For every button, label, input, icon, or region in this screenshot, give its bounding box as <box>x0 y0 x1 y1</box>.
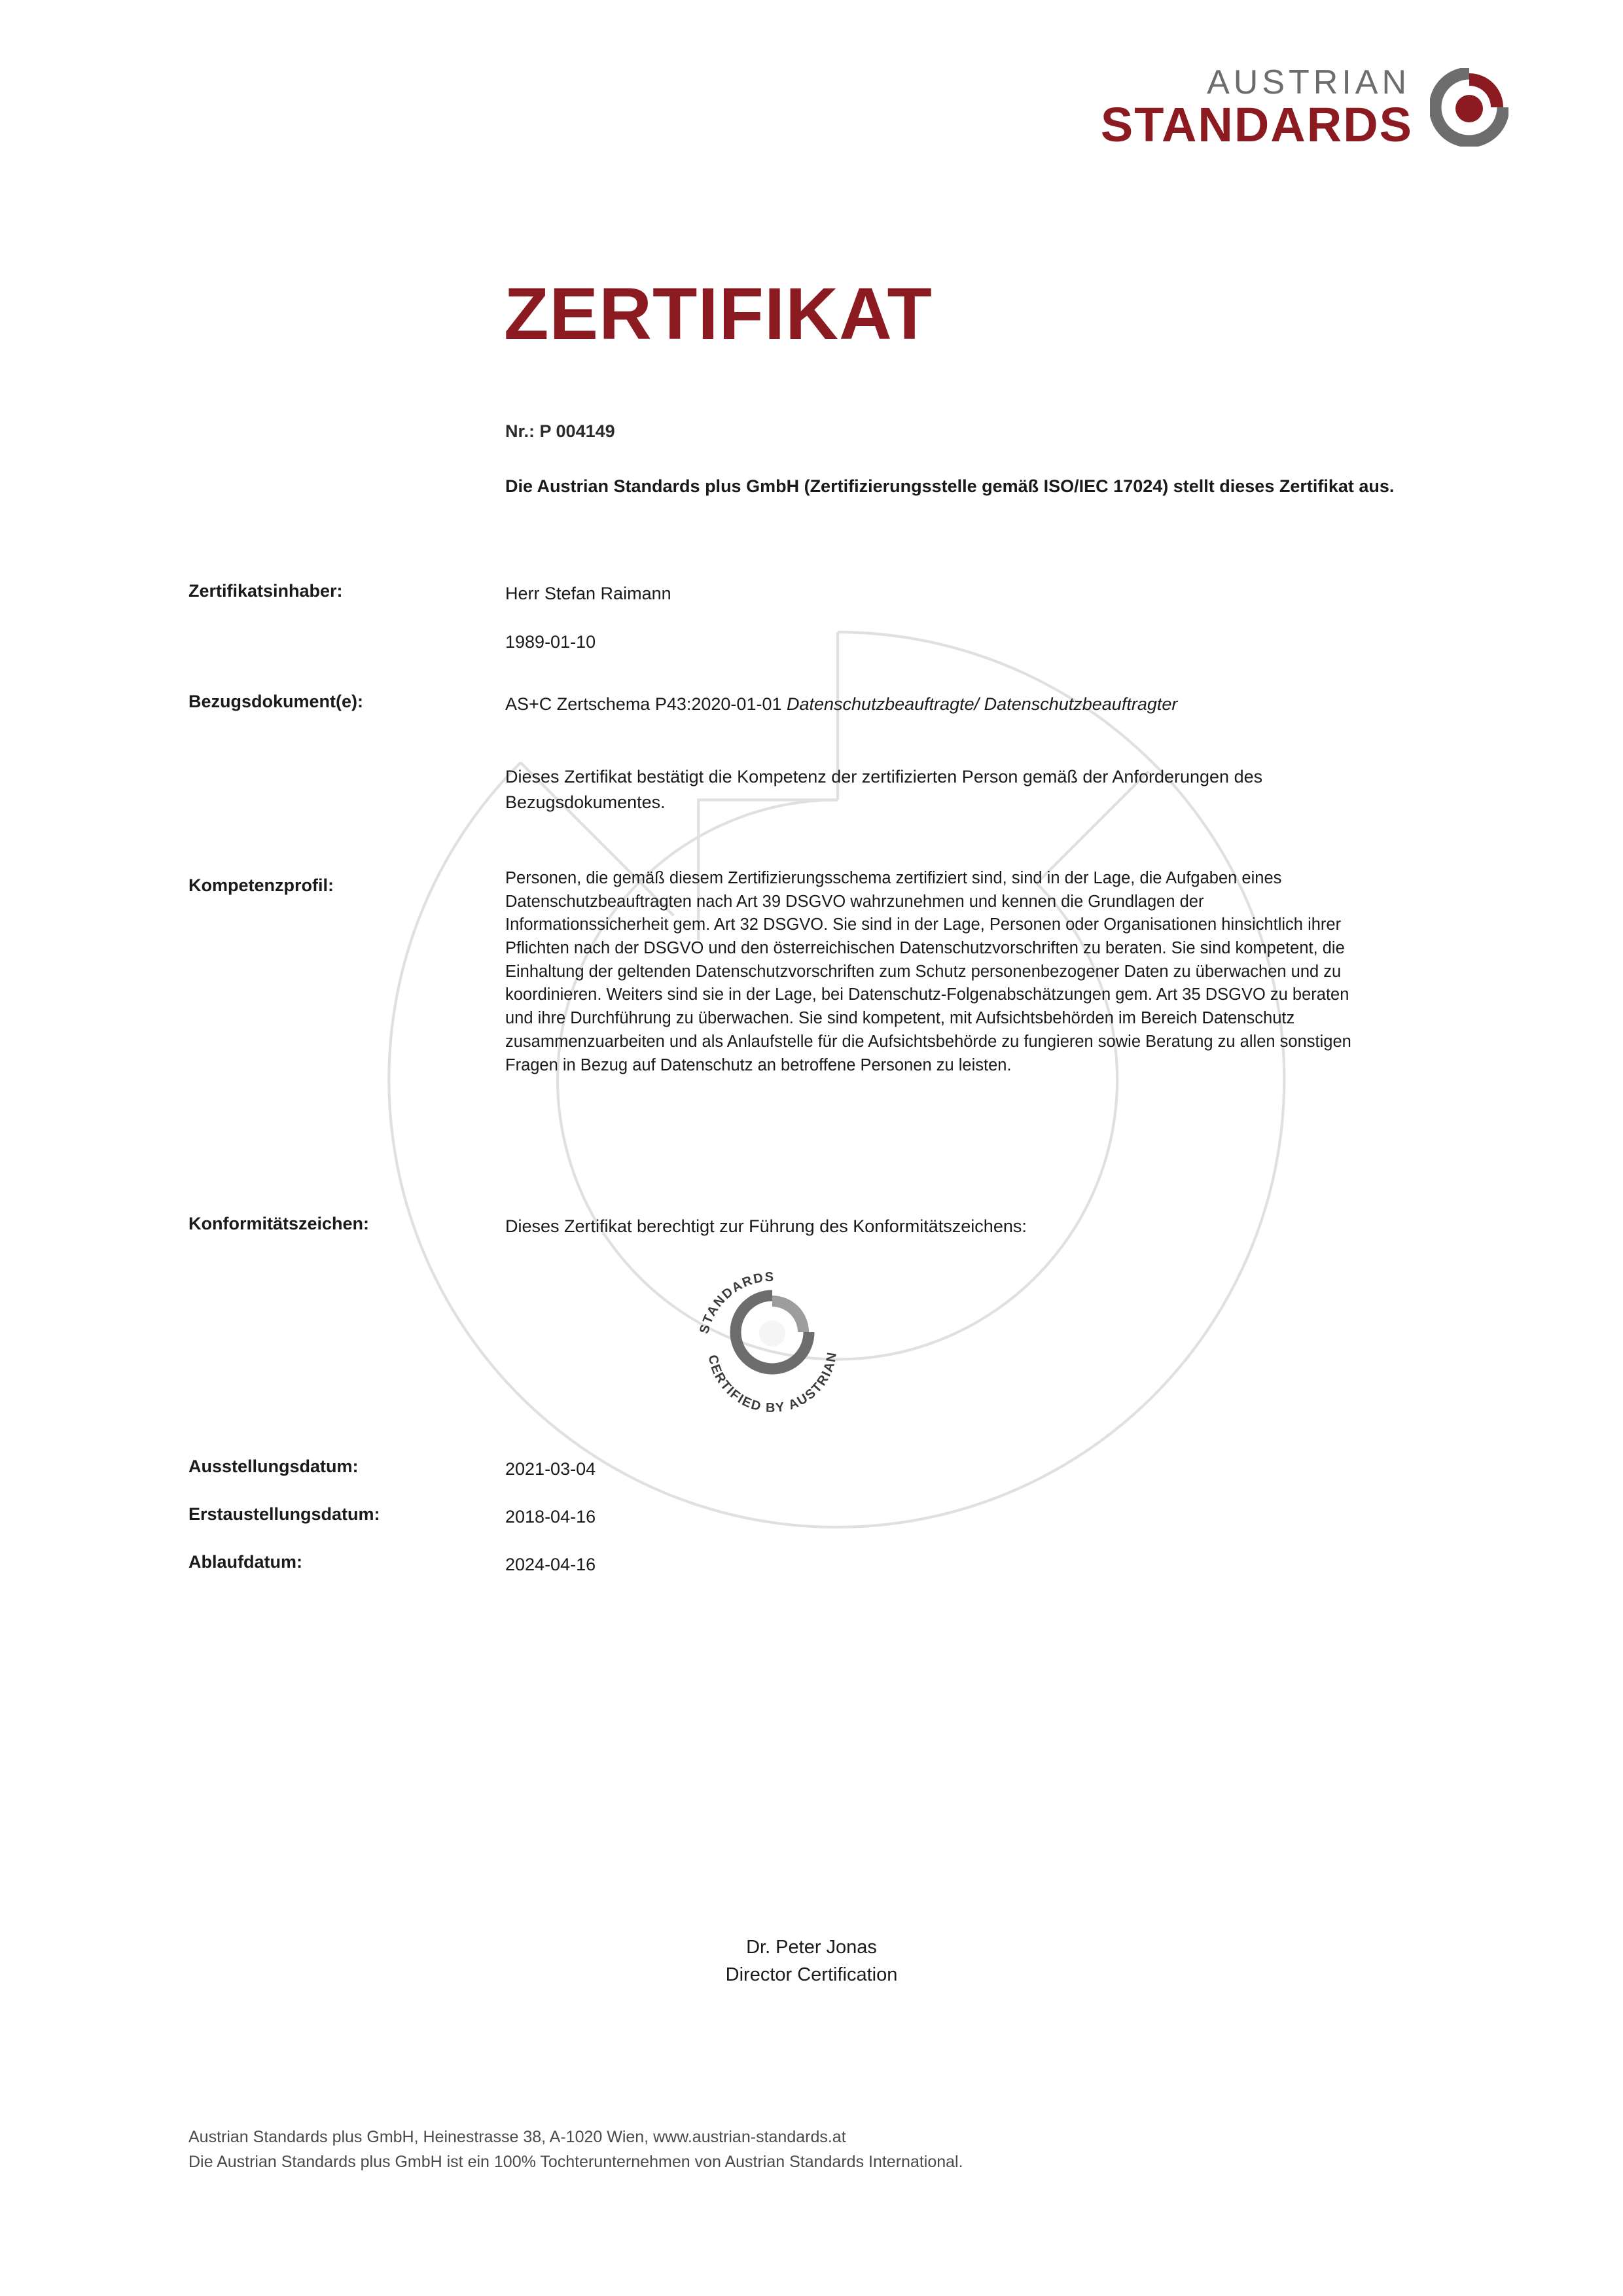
reference-italic: Datenschutzbeauftragte/ Datenschutzbeauftragter <box>786 694 1178 714</box>
label-first-issue-date: Erstaustellungsdatum: <box>188 1504 380 1524</box>
signature-block <box>0 1934 1623 1988</box>
footer <box>188 2125 963 2174</box>
signature-role: Director Certification <box>725 1964 898 1986</box>
value-competence-profile: Personen, die gemäß diesem Zertifizierungsschema zertifiziert sind, sind in der Lage, die Aufgaben eines Datenschutzbeauftragten nach Art 39 DSGVO wahrzunehmen und kennen die Grundlagen der Informationssicherheit gem. Art 32 DSGVO. Sie sind in der Lage, Personen oder Organisationen hinsichtlich ihrer Pflichten nach der DSGVO und den österreichischen Datenschutzvorschriften zu beraten. Sie sind kompetent, die Einhaltung der geltenden Datenschutzvorschriften zum Schutz personenbezogener Daten zu überwachen und zu koordinieren. Weiters sind sie in der Lage, bei Datenschutz-Folgenabschätzungen gem. Art 35 DSGVO zu beraten und ihre Durchführung zu überwachen. Sie sind kompetent, mit Aufsichtsbehörden im Bereich Datenschutz zusammenzuarbeiten und als Anlaufstelle für die Aufsichtsbehörde zu fungieren sowie Beratung zu allen sonstigen Fragen in Bezug auf Datenschutz an betroffene Personen zu leisten. <box>505 869 1351 1074</box>
label-conformity-mark: Konformitätszeichen: <box>188 1214 370 1233</box>
watermark-logo <box>340 582 1335 1577</box>
label-reference-document: Bezugsdokument(e): <box>188 692 364 711</box>
brand-wordmark <box>1100 63 1413 152</box>
svg-text:STANDARDS: STANDARDS <box>697 1269 776 1335</box>
value-reference-note: Dieses Zertifikat bestätigt die Kompetenz der zertifizierten Person gemäß der Anforderungen des Bezugsdokumentes. <box>505 767 1263 813</box>
page-title: ZERTIFIKAT <box>504 273 933 355</box>
certificate-number: Nr.: P 004149 <box>505 421 615 441</box>
brand-logo <box>1100 63 1508 152</box>
value-holder-name: Herr Stefan Raimann <box>505 584 671 603</box>
value-reference-document <box>505 692 1363 717</box>
certified-by-austrian-standards-seal-icon <box>668 1248 903 1419</box>
value-issue-date: 2021-03-04 <box>505 1459 596 1479</box>
value-expiry-date: 2024-04-16 <box>505 1555 596 1574</box>
issuer-statement: Die Austrian Standards plus GmbH (Zertifizierungsstelle gemäß ISO/IEC 17024) stellt dieses Zertifikat aus. <box>505 476 1395 496</box>
value-first-issue-date: 2018-04-16 <box>505 1507 596 1527</box>
footer-line-2: Die Austrian Standards plus GmbH ist ein 100% Tochterunternehmen von Austrian Standards International. <box>188 2152 963 2171</box>
label-issue-date: Ausstellungsdatum: <box>188 1457 359 1476</box>
svg-text:CERTIFIED BY AUSTRIAN: CERTIFIED BY AUSTRIAN <box>705 1350 840 1416</box>
label-certificate-holder: Zertifikatsinhaber: <box>188 581 343 601</box>
austrian-standards-ring-icon <box>1430 68 1508 147</box>
label-expiry-date: Ablaufdatum: <box>188 1552 302 1572</box>
label-competence-profile: Kompetenzprofil: <box>188 875 334 895</box>
value-holder-birthdate: 1989-01-10 <box>505 632 596 652</box>
footer-line-1: Austrian Standards plus GmbH, Heinestrasse 38, A-1020 Wien, www.austrian-standards.at <box>188 2128 846 2146</box>
reference-plain: AS+C Zertschema P43:2020-01-01 <box>505 694 787 714</box>
brand-name-top: AUSTRIAN <box>1207 63 1410 101</box>
brand-name-bottom: STANDARDS <box>1100 97 1413 152</box>
value-conformity-text: Dieses Zertifikat berechtigt zur Führung des Konformitätszeichens: <box>505 1216 1027 1236</box>
signature-name: Dr. Peter Jonas <box>746 1937 877 1958</box>
